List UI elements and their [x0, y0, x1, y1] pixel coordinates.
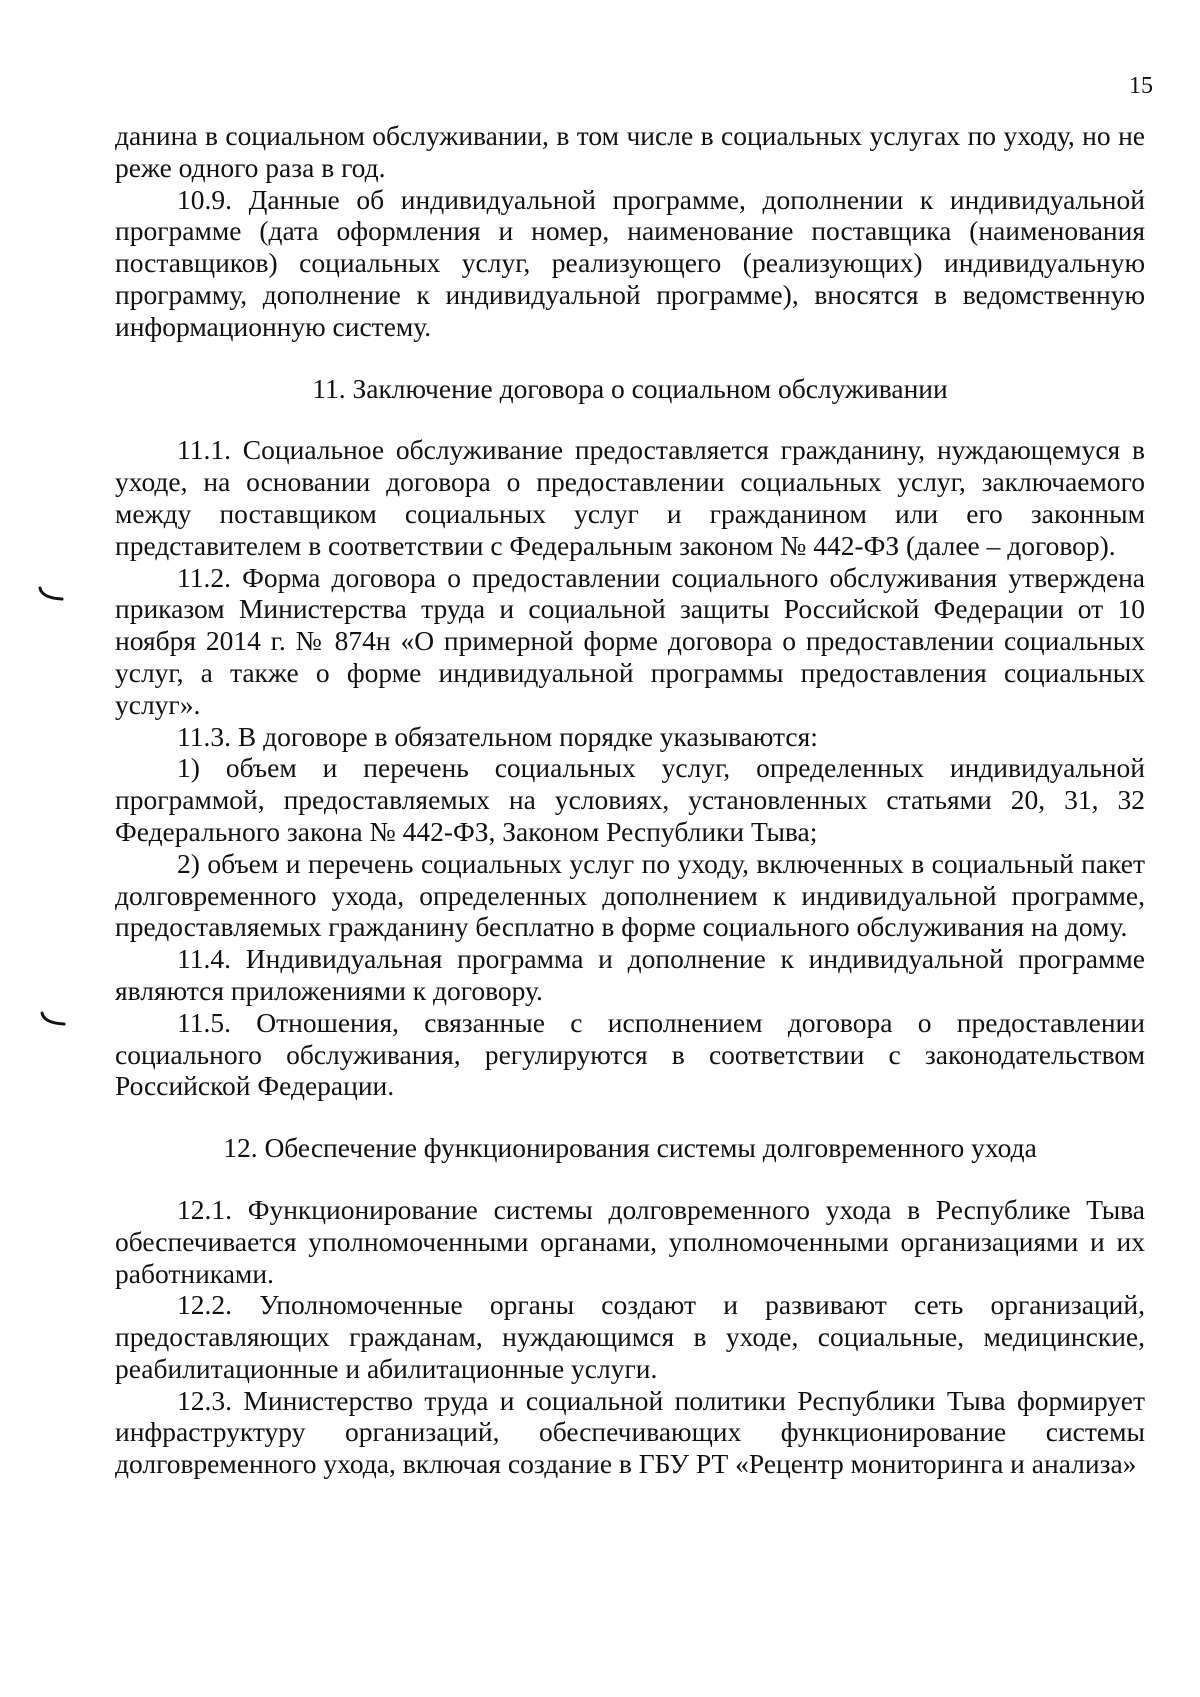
paragraph: 11.5. Отношения, связанные с исполнением договора о предоставлении социального обслуживания, регулируются в соответствии с законодательством Российской Федерации. [115, 1006, 1145, 1102]
paragraph: 10.9. Данные об индивидуальной программе, дополнении к индивидуальной программе (дата оформления и номер, наименование поставщика (наименования поставщиков) социальных услуг, реализующего (реализующих) индивидуальную программу, дополнение к индивидуальной программе), вносятся в ведомственную информационную систему. [115, 183, 1145, 342]
paragraph: 12.1. Функционирование системы долговременного ухода в Республике Тыва обеспечивается уполномоченными органами, уполномоченными организациями и их работниками. [115, 1193, 1145, 1289]
paragraph: 12.3. Министерство труда и социальной политики Республики Тыва формирует инфраструктуру организаций, обеспечивающих функционирование системы долговременного ухода, включая создание в ГБУ РТ «Рецентр мониторинга и анализа» [115, 1384, 1145, 1480]
paragraph: 11.2. Форма договора о предоставлении социального обслуживания утверждена приказом Министерства труда и социальной защиты Российской Федерации от 10 ноября 2014 г. № 874н «О примерной форме договора о предоставлении социальных услуг, а также о форме индивидуальной программы предоставления социальных услуг». [115, 561, 1145, 720]
paragraph: данина в социальном обслуживании, в том числе в социальных услугах по уходу, но не реже одного раза в год. [115, 120, 1145, 183]
paragraph: 12.2. Уполномоченные органы создают и развивают сеть организаций, предоставляющих гражданам, нуждающимся в уходе, социальные, медицинские, реабилитационные и абилитационные услуги. [115, 1289, 1145, 1384]
page-number: 15 [1129, 73, 1153, 99]
paragraph: 11.1. Социальное обслуживание предоставляется гражданину, нуждающемуся в уходе, на основании договора о предоставлении социальных услуг, заключаемого между поставщиком социальных услуг и гражданином или его законным представителем в соответствии с Федеральным законом № 442-ФЗ (далее – договор). [115, 434, 1145, 561]
section-heading: 11. Заключение договора о социальном обслуживании [312, 372, 948, 404]
section-heading: 12. Обеспечение функционирования системы долговременного ухода [223, 1132, 1037, 1164]
document-body [115, 120, 1145, 1480]
margin-mark [38, 586, 64, 602]
paragraph: 11.3. В договоре в обязательном порядке указываются: [177, 720, 818, 752]
list-item: 1) объем и перечень социальных услуг, определенных индивидуальной программой, предоставляемых на условиях, установленных статьями 20, 31, 32 Федерального закона № 442-ФЗ, Законом Республики Тыва; [115, 752, 1145, 847]
list-item: 2) объем и перечень социальных услуг по уходу, включенных в социальный пакет долговременного ухода, определенных дополнением к индивидуальной программе, предоставляемых гражданину бесплатно в форме социального обслуживания на дому. [115, 847, 1145, 943]
margin-mark [40, 1011, 66, 1027]
paragraph: 11.4. Индивидуальная программа и дополнение к индивидуальной программе являются приложениями к договору. [115, 943, 1145, 1006]
